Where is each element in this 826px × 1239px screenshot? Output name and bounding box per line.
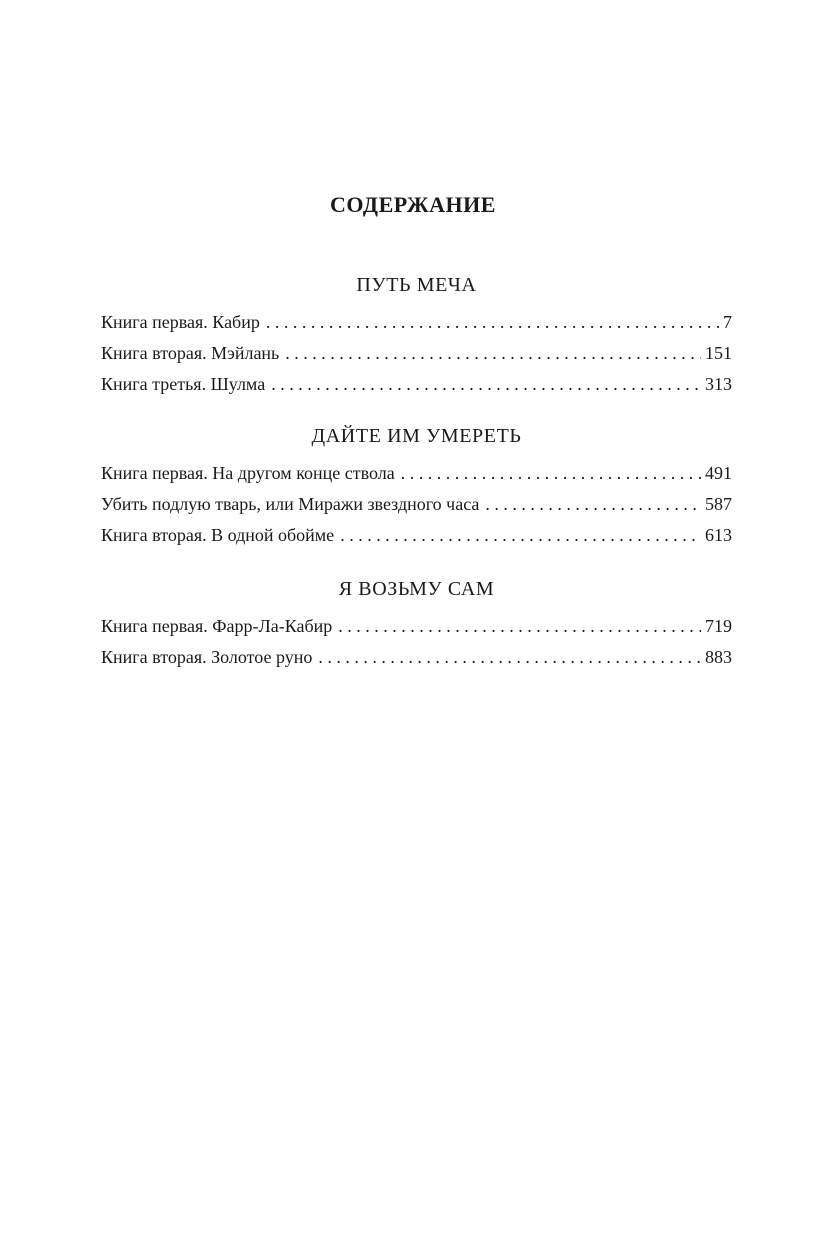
dot-leader: [401, 462, 701, 484]
entry-page-number: 313: [705, 374, 732, 394]
toc-entry[interactable]: [101, 646, 732, 677]
toc-entry[interactable]: [101, 342, 732, 373]
dot-leader: [485, 493, 701, 515]
entry-label: Книга первая. На другом конце ствола: [101, 463, 395, 483]
section-title: ДАЙТЕ ИМ УМЕРЕТЬ: [311, 425, 522, 447]
toc-section-dayte-im-umeret: [101, 426, 732, 555]
toc-entry[interactable]: [101, 615, 732, 646]
entry-label: Книга первая. Фарр-Ла-Кабир: [101, 616, 333, 636]
entry-label: Книга вторая. Золотое руно: [101, 647, 313, 667]
toc-section-ya-vozmu-sam: [101, 579, 732, 677]
toc-section-put-mecha: [101, 275, 732, 404]
dot-leader: [271, 373, 701, 395]
page-title: СОДЕРЖАНИЕ: [330, 192, 496, 217]
entry-label: Книга третья. Шулма: [101, 374, 266, 394]
entry-label: Книга вторая. В одной обойме: [101, 525, 335, 545]
entry-page-number: 613: [705, 525, 732, 545]
entry-page-number: 587: [705, 494, 732, 514]
toc-entry[interactable]: [101, 373, 732, 404]
entry-label: Книга первая. Кабир: [101, 312, 260, 332]
dot-leader: [340, 524, 701, 546]
section-title: ПУТЬ МЕЧА: [356, 274, 477, 296]
dot-leader: [318, 646, 701, 668]
toc-entry[interactable]: [101, 462, 732, 493]
toc-entry[interactable]: [101, 311, 732, 342]
dot-leader: [285, 342, 701, 364]
dot-leader: [338, 615, 701, 637]
toc-entry[interactable]: [101, 524, 732, 555]
entry-page-number: 151: [705, 343, 732, 363]
entry-page-number: 883: [705, 647, 732, 667]
dot-leader: [266, 311, 719, 333]
entry-page-number: 719: [705, 616, 732, 636]
entry-page-number: 491: [705, 463, 732, 483]
toc-entry[interactable]: [101, 493, 732, 524]
entry-page-number: 7: [723, 312, 732, 332]
entry-label: Убить подлую тварь, или Миражи звездного часа: [101, 494, 480, 514]
entry-label: Книга вторая. Мэйлань: [101, 343, 280, 363]
section-title: Я ВОЗЬМУ САМ: [338, 578, 495, 600]
